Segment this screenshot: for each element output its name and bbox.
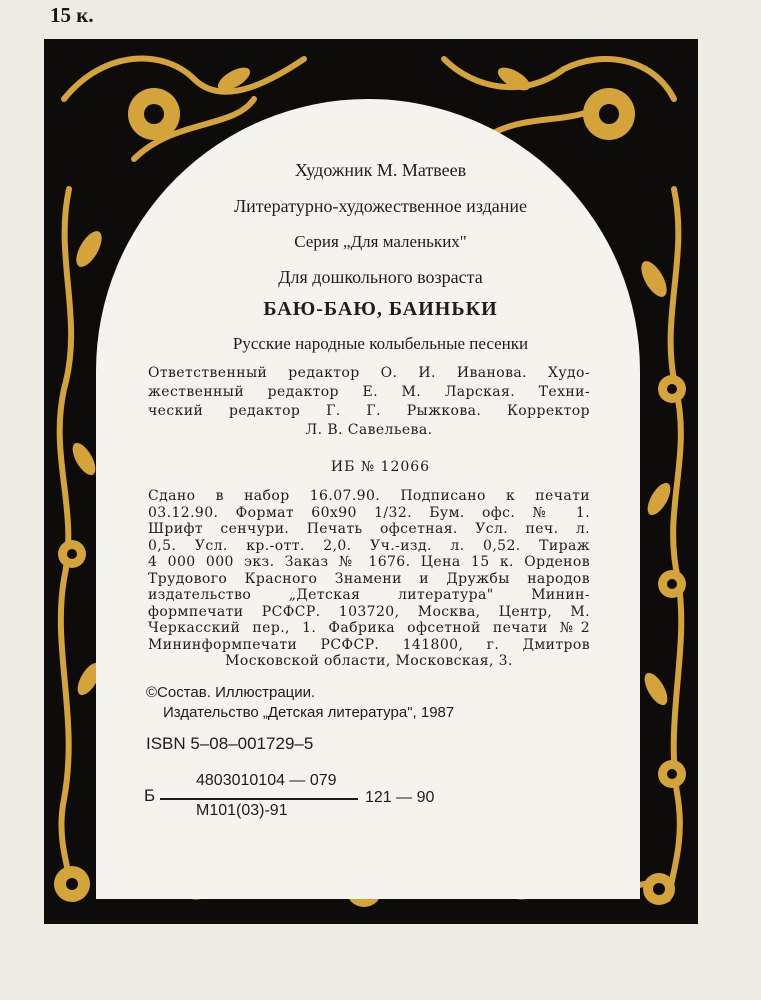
imprint-line: Шрифт сенчури. Печать офсетная. Усл. печ. л. — [148, 521, 590, 537]
age-line: Для дошкольного возраста — [278, 267, 483, 287]
editors-line: Л. В. Савельева. — [305, 422, 433, 438]
imprint-line: Черкасский пер., 1. Фабрика офсетной печати №2 — [148, 620, 590, 636]
fraction-line — [160, 798, 358, 800]
index-letter: Б — [144, 786, 156, 805]
price-label: 15 к. — [50, 3, 94, 27]
index-denominator: М101(03)-91 — [196, 802, 288, 819]
imprint-line: формпечати РСФСР. 103720, Москва, Центр, М. — [148, 603, 590, 620]
publisher-line: Издательство „Детская литература", 1987 — [163, 704, 455, 721]
imprint-line: 4 000 000 экз. Заказ № 1676. Цена 15 к. Орденов — [148, 554, 590, 570]
imprint-line: Трудового Красного Знамени и Дружбы народов — [148, 570, 590, 587]
imprint-block — [148, 488, 590, 670]
series-line: Серия „Для маленьких" — [294, 232, 467, 251]
book-title: БАЮ-БАЮ, БАИНЬКИ — [263, 298, 498, 320]
isbn-line: ISBN 5–08–001729–5 — [146, 734, 314, 753]
index-right: 121 — 90 — [365, 789, 435, 806]
book-subtitle: Русские народные колыбельные песенки — [232, 334, 529, 353]
imprint-line: издательство „Детская литература" Минин- — [148, 587, 590, 603]
edition-type: Литературно-художественное издание — [233, 196, 528, 216]
copyright-line: ©Состав. Иллюстрации. — [146, 684, 316, 701]
editors-line: ческий редактор Г. Г. Рыжкова. Корректор — [148, 403, 590, 419]
imprint-line: 0,5. Усл. кр.-отт. 2,0. Уч.-изд. л. 0,52. Тираж — [148, 537, 590, 554]
artist-line: Художник М. Матвеев — [294, 160, 467, 180]
editors-line: жественный редактор Е. М. Ларская. Техни- — [148, 384, 590, 400]
editors-line: Ответственный редактор О. И. Иванова. Худо- — [148, 365, 590, 381]
imprint-line: Сдано в набор 16.07.90. Подписано к печати — [148, 488, 590, 504]
imprint-line: 03.12.90. Формат 60х90 1/32. Бум. офс. № 1. — [148, 504, 590, 521]
editors-block — [148, 364, 590, 440]
index-numerator: 4803010104 — 079 — [196, 772, 337, 789]
imprint-line: Мининформпечати РСФСР. 141800, г. Дмитров — [148, 636, 590, 653]
ib-number: ИБ № 12066 — [330, 459, 431, 475]
imprint-line: Московской области, Московская, 3. — [225, 653, 513, 669]
